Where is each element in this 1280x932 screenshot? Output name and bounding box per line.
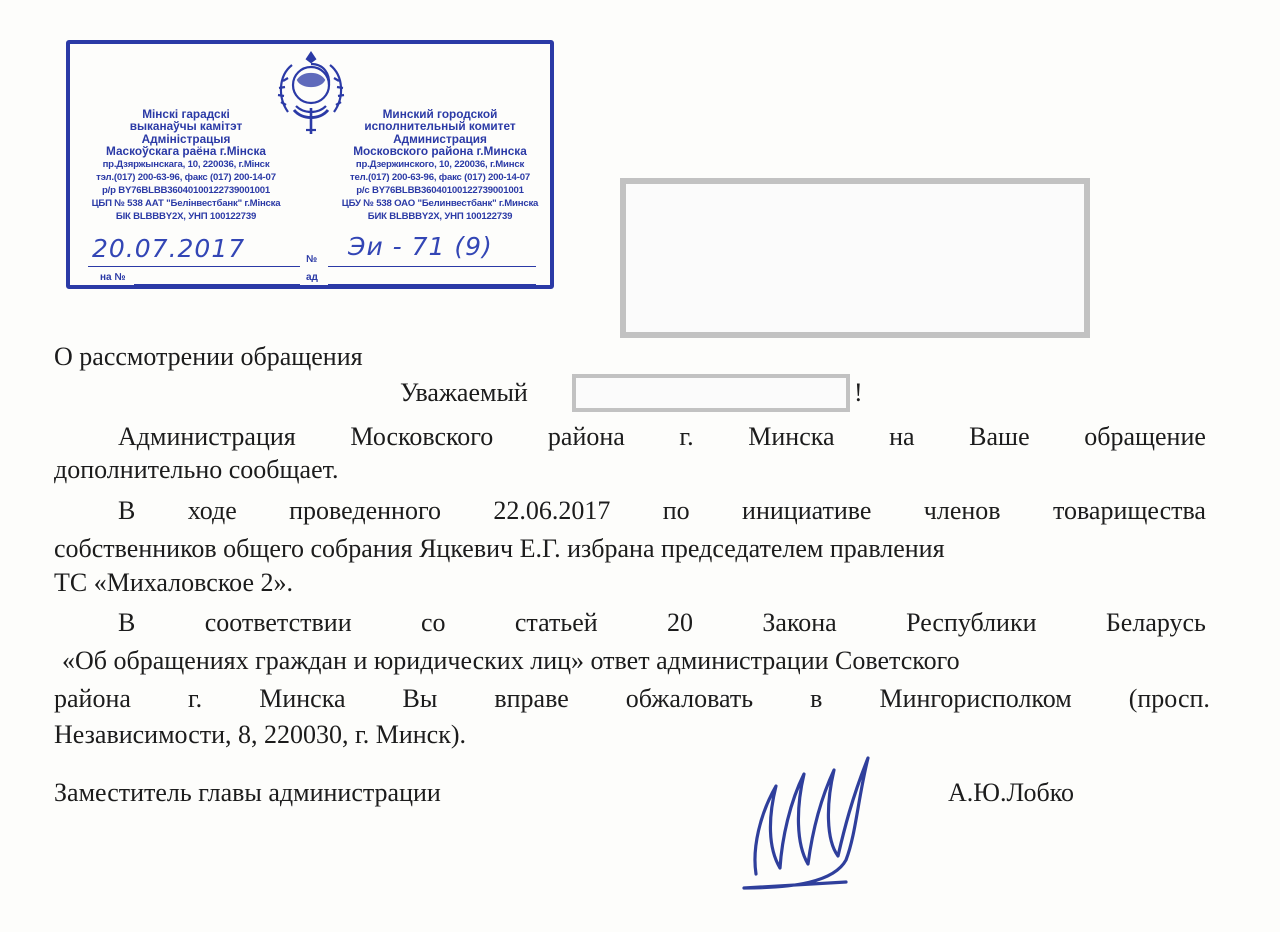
stamp-line: ЦБП № 538 ААТ "Белінвестбанк" г.Мінска	[91, 197, 281, 209]
number-label: №	[306, 254, 318, 265]
redacted-addressee-block	[620, 178, 1090, 338]
handwritten-number: Эи - 71 (9)	[348, 232, 493, 261]
stamp-line: Администрация	[393, 131, 487, 146]
word: Администрация	[118, 422, 296, 451]
greeting-exclamation: !	[854, 378, 863, 407]
paragraph-3-line-2: «Об обращениях граждан и юридических лиц» ответ администрации Советского	[62, 646, 960, 675]
stamp-line: р/с BY76BLBB36040100122739001001	[356, 184, 524, 196]
word: со	[420, 608, 446, 637]
paragraph-3-line-4: Независимости, 8, 220030, г. Минск).	[54, 720, 467, 749]
stamp-line: Маскоўскага раёна г.Мінска	[106, 144, 266, 159]
word: Ваше	[969, 422, 1030, 451]
date-field-line	[88, 266, 300, 267]
word: г.	[679, 422, 694, 451]
word: соответствии	[204, 608, 352, 637]
reference-number-line	[134, 284, 300, 285]
signatory-position: Заместитель главы администрации	[54, 778, 441, 807]
word: Вы	[402, 684, 438, 713]
handwritten-date: 20.07.2017	[92, 234, 246, 263]
letter-subject: О рассмотрении обращения	[54, 342, 363, 371]
greeting: Уважаемый	[400, 378, 528, 407]
stamp-line: выканаўчы камітэт	[129, 119, 243, 134]
word: г.	[187, 684, 203, 713]
word: членов	[923, 496, 1001, 525]
word: инициативе	[742, 496, 872, 525]
word: района	[547, 422, 625, 451]
word: обращение	[1084, 422, 1206, 451]
word: Московского	[350, 422, 494, 451]
word: ходе	[187, 496, 237, 525]
word: Республики	[906, 608, 1037, 637]
word: Минска	[259, 684, 346, 713]
stamp-line: Московского района г.Минска	[353, 144, 527, 159]
stamp-line: пр.Дзержинского, 10, 220036, г.Минск	[355, 158, 525, 170]
signature-icon	[734, 752, 884, 894]
paragraph-3-line-1	[118, 608, 1206, 638]
reference-date-label: ад	[306, 272, 318, 283]
paragraph-2-line-3: ТС «Михаловское 2».	[54, 568, 293, 597]
word: 22.06.2017	[493, 496, 611, 525]
word: района	[54, 684, 131, 713]
word: по	[662, 496, 690, 525]
number-field-line	[328, 266, 536, 267]
word: В	[118, 496, 136, 525]
stamp-line: Мінскі гарадскі	[142, 107, 230, 121]
official-stamp	[66, 40, 554, 289]
stamp-line: БИК BLBBBY2X, УНП 100122739	[367, 210, 513, 222]
word: на	[889, 422, 915, 451]
stamp-line: тел.(017) 200-63-96, факс (017) 200-14-07	[350, 171, 530, 183]
stamp-line: тэл.(017) 200-63-96, факс (017) 200-14-07	[96, 171, 276, 183]
stamp-line: пр.Дзяржынскага, 10, 220036, г.Мінск	[102, 158, 270, 170]
stamp-line: ЦБУ № 538 ОАО "Белинвестбанк" г.Минска	[341, 197, 539, 209]
word: обжаловать	[625, 684, 754, 713]
paragraph-2-line-1	[118, 496, 1206, 526]
redacted-recipient-name	[572, 374, 850, 412]
word: Закона	[762, 608, 837, 637]
signatory-name: А.Ю.Лобко	[948, 778, 1075, 807]
stamp-line: исполнительный комитет	[364, 119, 516, 134]
paragraph-3-line-3	[54, 684, 1210, 714]
stamp-line: Минский городской	[382, 107, 498, 121]
reference-number-label: на №	[100, 272, 126, 283]
word: в	[810, 684, 823, 713]
stamp-line: БІК BLBBBY2X, УНП 100122739	[115, 210, 257, 222]
word: Беларусь	[1105, 608, 1206, 637]
word: Мингорисполком	[879, 684, 1072, 713]
stamp-russian-text	[320, 108, 560, 223]
paragraph-1-line-1	[118, 422, 1206, 452]
word: вправе	[494, 684, 569, 713]
word: 20	[667, 608, 694, 637]
stamp-belarusian-text	[66, 108, 306, 223]
paragraph-2-line-2: собственников общего собрания Яцкевич Е.Г. избрана председателем правления	[54, 534, 945, 563]
word: В	[118, 608, 136, 637]
paragraph-1-line-2: дополнительно сообщает.	[54, 455, 339, 484]
reference-date-line	[328, 284, 536, 285]
word: (просп.	[1128, 684, 1210, 713]
stamp-line: Адміністрацыя	[141, 131, 231, 146]
word: Минска	[748, 422, 835, 451]
word: статьей	[514, 608, 598, 637]
word: проведенного	[289, 496, 441, 525]
stamp-line: р/р BY76BLBB36040100122739001001	[101, 184, 270, 196]
word: товарищества	[1052, 496, 1206, 525]
